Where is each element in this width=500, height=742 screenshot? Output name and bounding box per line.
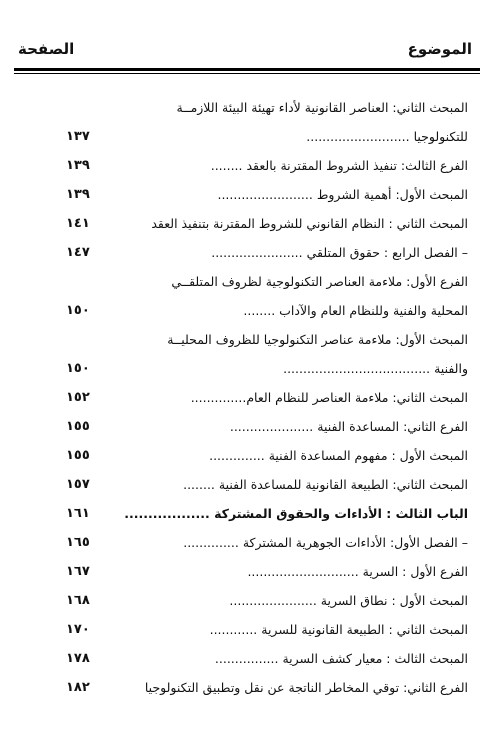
toc-entry: [14, 272, 468, 296]
toc-page-number: ١٦١: [66, 506, 90, 521]
toc-entry-title: الفرع الأول : السرية ............................: [247, 564, 468, 579]
toc-entry-title: المبحث الثاني: ملاءمة العناصر للنظام العام..............: [190, 390, 468, 405]
toc-entry-title: للتكنولوجيا ..........................: [306, 129, 468, 144]
header-rule: [14, 68, 480, 71]
toc-entry: [14, 127, 468, 151]
toc-entry-title: الفرع الثاني: توقي المخاطر الناتجة عن نقل وتطبيق التكنولوجيا: [144, 680, 468, 695]
toc-entry-title: الفرع الأول: ملاءمة العناصر التكنولوجية لظروف المتلقــي: [171, 274, 468, 289]
toc-entry: [14, 243, 468, 267]
toc-entry-title: المبحث الثالث : معيار كشف السرية ................: [214, 651, 468, 666]
toc-entry-title: الباب الثالث : الأداءات والحقوق المشتركة ..................: [124, 506, 468, 521]
toc-entry: [14, 446, 468, 470]
toc-entry-title: الفرع الثالث: تنفيذ الشروط المقترنة بالعقد ........: [210, 158, 468, 173]
toc-entry: [14, 156, 468, 180]
toc-entry-title: المبحث الثاني : النظام القانوني للشروط المقترنة بتنفيذ العقد: [151, 216, 468, 231]
toc-entry: [14, 388, 468, 412]
toc-page-number: ١٤٧: [66, 245, 90, 260]
toc-entry: [14, 562, 468, 586]
toc-entry-title: المبحث الأول : نطاق السرية ......................: [229, 593, 468, 608]
toc-entry-title: المبحث الأول : مفهوم المساعدة الفنية ..............: [209, 448, 468, 463]
toc-entry: [14, 591, 468, 615]
toc-entry: [14, 417, 468, 441]
toc-page-number: ١٣٧: [66, 129, 90, 144]
toc-entry-title: الفرع الثاني: المساعدة الفنية .....................: [229, 419, 468, 434]
toc-entry: [14, 533, 468, 557]
page-column-label: الصفحة: [18, 40, 75, 58]
header-rule-thin: [14, 73, 480, 74]
subject-column-label: الموضوع: [407, 40, 472, 58]
toc-page-number: ١٧٠: [66, 622, 90, 637]
toc-entry: [14, 475, 468, 499]
toc-entry-title: – الفصل الرابع : حقوق المتلقي .......................: [211, 245, 468, 260]
toc-entry: [14, 678, 468, 702]
toc-page-number: ١٣٩: [66, 187, 90, 202]
toc-entry: [14, 301, 468, 325]
toc-entry: [14, 185, 468, 209]
toc-page-number: ١٦٥: [66, 535, 90, 550]
toc-entry: [14, 649, 468, 673]
toc-entry-title: المبحث الثاني: العناصر القانونية لأداء تهيئة البيئة اللازمــة: [176, 100, 468, 115]
toc-page-number: ١٥٠: [66, 303, 90, 318]
toc-entry-title: والفنية .....................................: [283, 361, 468, 376]
toc-entry-title: المبحث الثاني: الطبيعة القانونية للمساعدة الفنية ........: [183, 477, 468, 492]
toc-page-number: ١٤١: [66, 216, 90, 231]
toc-entry-title: المبحث الثاني : الطبيعة القانونية للسرية ............: [209, 622, 468, 637]
toc-page-number: ١٣٩: [66, 158, 90, 173]
toc-page-number: ١٥٥: [66, 448, 90, 463]
toc-page-number: ١٦٨: [66, 593, 90, 608]
toc-page-number: ١٥٧: [66, 477, 90, 492]
toc-entry-title: المحلية والفنية وللنظام العام والآداب ........: [243, 303, 468, 318]
toc-page-number: ١٥٥: [66, 419, 90, 434]
toc-entry-part: [14, 504, 468, 528]
toc-entry: [14, 620, 468, 644]
toc-page-number: ١٥٢: [66, 390, 90, 405]
toc-entry-title: – الفصل الأول: الأداءات الجوهرية المشتركة ..............: [183, 535, 468, 550]
toc-entry-title: المبحث الأول: أهمية الشروط ........................: [217, 187, 468, 202]
toc-entry: [14, 214, 468, 238]
toc-entry: [14, 330, 468, 354]
toc-page-number: ١٥٠: [66, 361, 90, 376]
toc-page-number: ١٦٧: [66, 564, 90, 579]
toc-page-number: ١٨٢: [66, 680, 90, 695]
toc-entry-title: المبحث الأول: ملاءمة عناصر التكنولوجيا للظروف المحليــة: [167, 332, 468, 347]
toc-entry: [14, 359, 468, 383]
toc-entry: [14, 98, 468, 122]
page-header: [18, 36, 472, 64]
toc-page-number: ١٧٨: [66, 651, 90, 666]
